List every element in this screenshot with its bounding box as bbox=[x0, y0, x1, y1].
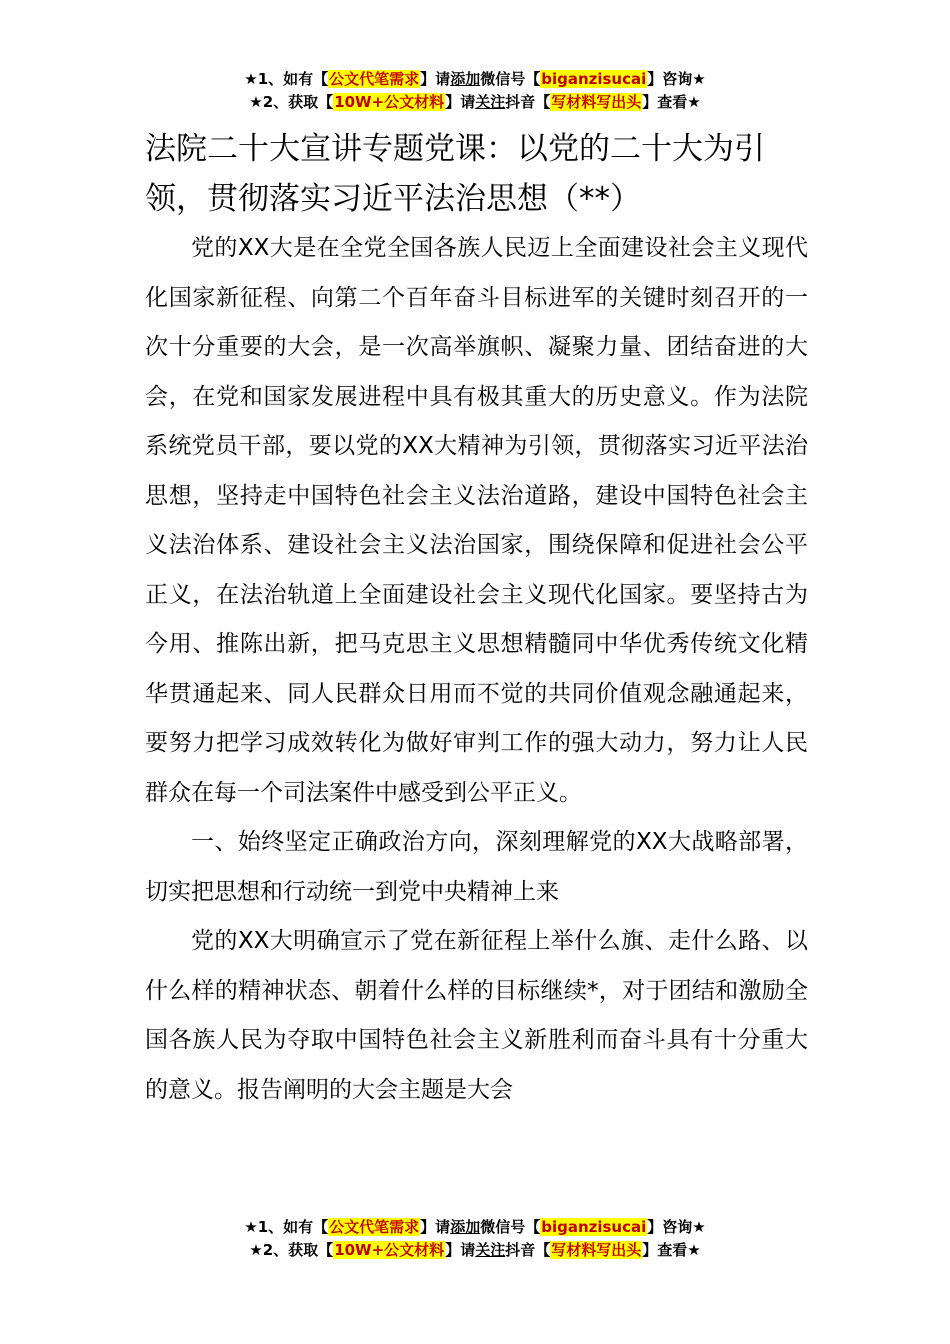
banner-text: 】咨询★ bbox=[647, 1218, 706, 1236]
banner-text: 微信号【 bbox=[480, 70, 541, 88]
banner-text: 】请 bbox=[420, 1218, 451, 1236]
banner-text: 抖音【 bbox=[505, 93, 551, 111]
banner-line-2 bbox=[0, 91, 950, 114]
banner-text: 】请 bbox=[420, 70, 451, 88]
banner-text: ★2、获取【 bbox=[249, 93, 334, 111]
banner-highlight: biganzisucai bbox=[541, 1218, 647, 1236]
banner-highlight: 写材料写出头 bbox=[551, 1241, 642, 1259]
footer-banner bbox=[0, 1216, 950, 1262]
banner-highlight: 10W+公文材料 bbox=[334, 93, 445, 111]
banner-text: 】请 bbox=[445, 1241, 476, 1259]
paragraph-section-1: 党的XX大明确宣示了党在新征程上举什么旗、走什么路、以什么样的精神状态、朝着什么样的目标继续*，对于团结和激励全国各族人民为夺取中国特色社会主义新胜利而奋斗具有十分重大的意义。报告阐明的大会主题是大会 bbox=[145, 928, 808, 1103]
banner-text: 】咨询★ bbox=[647, 70, 706, 88]
banner-text: ★1、如有【 bbox=[244, 1218, 329, 1236]
banner-text: 】请 bbox=[445, 93, 476, 111]
banner-text: 】查看★ bbox=[642, 1241, 701, 1259]
banner-text: ★2、获取【 bbox=[249, 1241, 334, 1259]
banner-underline: 添加 bbox=[450, 70, 481, 88]
document-body bbox=[145, 124, 808, 1115]
paragraph-intro: 党的XX大是在全党全国各族人民迈上全面建设社会主义现代化国家新征程、向第二个百年奋斗目标进军的关键时刻召开的一次十分重要的大会，是一次高举旗帜、凝聚力量、团结奋进的大会，在党和国家发展进程中具有极其重大的历史意义。作为法院系统党员干部，要以党的XX大精神为引领，贯彻落实习近平法治思想，坚持走中国特色社会主义法治道路，建设中国特色社会主义法治体系、建设社会主义法治国家，围绕保障和促进社会公平正义，在法治轨道上全面建设社会主义现代化国家。要坚持古为今用、推陈出新，把马克思主义思想精髓同中华优秀传统文化精华贯通起来、同人民群众日用而不觉的共同价值观念融通起来，要努力把学习成效转化为做好审判工作的强大动力，努力让人民群众在每一个司法案件中感受到公平正义。 bbox=[145, 235, 808, 806]
banner-highlight: 公文代笔需求 bbox=[329, 1218, 420, 1236]
banner-text: ★1、如有【 bbox=[244, 70, 329, 88]
banner-text: 】查看★ bbox=[642, 93, 701, 111]
banner-underline: 关注 bbox=[475, 93, 506, 111]
banner-text: 抖音【 bbox=[505, 1241, 551, 1259]
document-title: 法院二十大宣讲专题党课：以党的二十大为引领，贯彻落实习近平法治思想（**） bbox=[145, 131, 765, 217]
banner-highlight: biganzisucai bbox=[541, 70, 647, 88]
section-heading-1: 一、始终坚定正确政治方向，深刻理解党的XX大战略部署，切实把思想和行动统一到党中央精神上来 bbox=[145, 829, 808, 905]
banner-line-2 bbox=[0, 1239, 950, 1262]
banner-line-1 bbox=[0, 68, 950, 91]
banner-underline: 添加 bbox=[450, 1218, 481, 1236]
banner-highlight: 公文代笔需求 bbox=[329, 70, 420, 88]
banner-underline: 关注 bbox=[475, 1241, 506, 1259]
banner-line-1 bbox=[0, 1216, 950, 1239]
header-banner bbox=[0, 68, 950, 114]
banner-highlight: 10W+公文材料 bbox=[334, 1241, 445, 1259]
banner-text: 微信号【 bbox=[480, 1218, 541, 1236]
banner-highlight: 写材料写出头 bbox=[551, 93, 642, 111]
